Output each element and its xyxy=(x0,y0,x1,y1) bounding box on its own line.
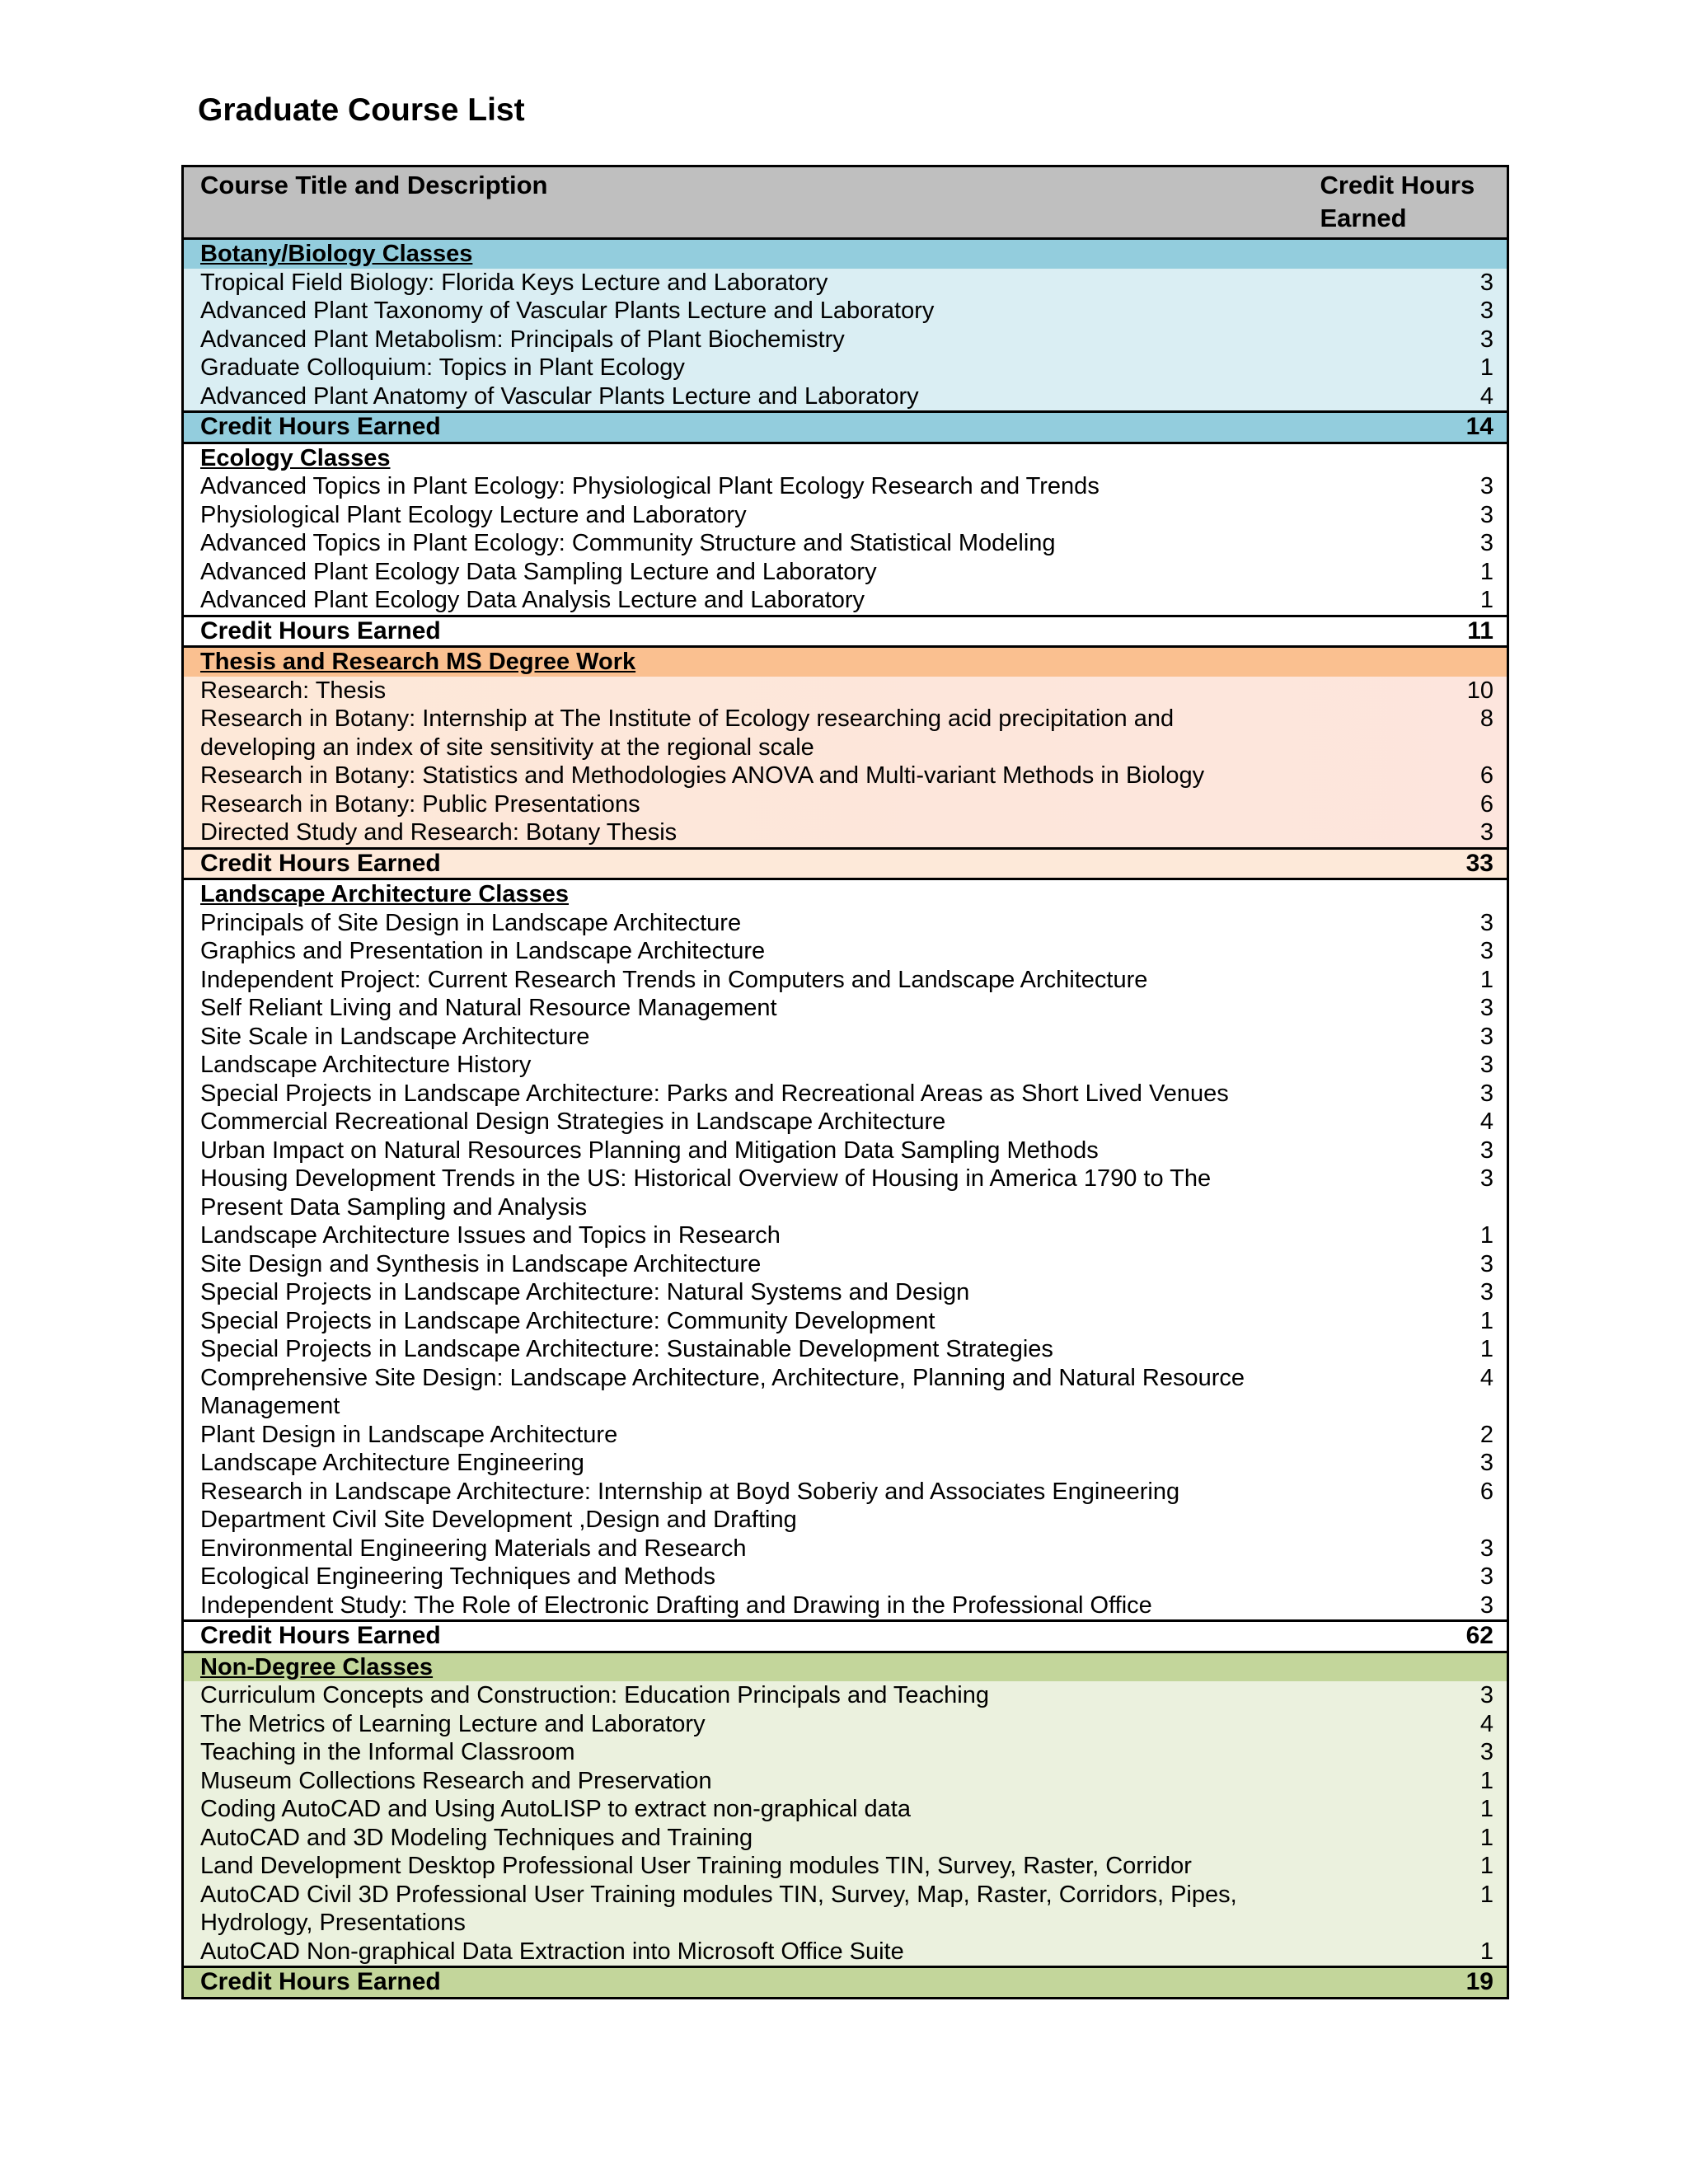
section-title-spacer xyxy=(1304,443,1508,472)
course-name: Directed Study and Research: Botany Thesis xyxy=(200,819,678,846)
course-credits: 3 xyxy=(1479,1682,1493,1708)
course-credits: 2 xyxy=(1479,1421,1493,1448)
course-credits: 6 xyxy=(1479,762,1493,789)
course-name: Coding AutoCAD and Using AutoLISP to extract non-graphical data xyxy=(200,1796,911,1822)
course-name: AutoCAD Civil 3D Professional User Training modules TIN, Survey, Map, Raster, Corridors, Pipes, Hydrology, Presentations xyxy=(200,1881,1237,1936)
course-credits: 3 xyxy=(1479,995,1493,1021)
course-table xyxy=(181,165,1509,1999)
section-total-value: 11 xyxy=(1467,616,1493,644)
section-title-spacer xyxy=(1304,1652,1508,1681)
course-name: Special Projects in Landscape Architecture: Natural Systems and Design xyxy=(200,1279,970,1305)
course-credits: 1 xyxy=(1479,1336,1493,1362)
table-row xyxy=(183,586,1508,616)
course-name: Advanced Plant Taxonomy of Vascular Plants Lecture and Laboratory xyxy=(200,298,935,324)
section-total-value: 14 xyxy=(1465,413,1493,440)
course-name: Research in Botany: Internship at The Institute of Ecology researching acid precipitation and developing an index of site sensitivity at the regional scale xyxy=(200,705,1175,761)
course-credits: 3 xyxy=(1479,1250,1493,1277)
table-row xyxy=(183,1710,1508,1739)
section-title-row xyxy=(183,1652,1508,1681)
section-total-label: Credit Hours Earned xyxy=(200,616,441,644)
section-title-spacer xyxy=(1304,239,1508,269)
course-name: Museum Collections Research and Preservation xyxy=(200,1767,712,1794)
course-credits: 4 xyxy=(1479,1364,1493,1391)
course-name: Housing Development Trends in the US: Historical Overview of Housing in America 1790 to The Present Data Sampling and Analysis xyxy=(200,1165,1212,1221)
section-total-row xyxy=(183,412,1508,443)
course-name: Site Design and Synthesis in Landscape Architecture xyxy=(200,1250,762,1277)
course-name: Independent Study: The Role of Electronic Drafting and Drawing in the Professional Office xyxy=(200,1591,1152,1619)
course-name: Advanced Topics in Plant Ecology: Physiological Plant Ecology Research and Trends xyxy=(200,473,1100,499)
table-row xyxy=(183,1824,1508,1853)
section-total-label: Credit Hours Earned xyxy=(200,849,441,877)
course-name: Curriculum Concepts and Construction: Education Principals and Teaching xyxy=(200,1682,989,1708)
course-name: Landscape Architecture Issues and Topics in Research xyxy=(200,1222,781,1249)
table-row xyxy=(183,1852,1508,1881)
course-credits: 1 xyxy=(1479,587,1493,613)
section-bot xyxy=(183,239,1508,443)
table-row xyxy=(183,677,1508,705)
course-credits: 1 xyxy=(1479,558,1493,585)
course-name: The Metrics of Learning Lecture and Laboratory xyxy=(200,1710,706,1737)
course-credits: 3 xyxy=(1479,819,1493,846)
section-total-row xyxy=(183,616,1508,647)
section-non xyxy=(183,1652,1508,1998)
table-row xyxy=(183,1478,1508,1535)
section-total-value: 62 xyxy=(1465,1622,1493,1649)
course-name: Advanced Plant Anatomy of Vascular Plants Lecture and Laboratory xyxy=(200,382,919,410)
course-credits: 3 xyxy=(1479,501,1493,528)
course-credits: 4 xyxy=(1479,1108,1493,1135)
course-credits: 3 xyxy=(1479,909,1493,936)
table-row xyxy=(183,1938,1508,1967)
course-credits: 3 xyxy=(1479,1165,1493,1192)
course-credits: 3 xyxy=(1479,298,1493,324)
course-name: Landscape Architecture Engineering xyxy=(200,1450,584,1476)
course-credits: 8 xyxy=(1479,705,1493,732)
table-row xyxy=(183,354,1508,382)
course-name: Advanced Plant Ecology Data Sampling Lecture and Laboratory xyxy=(200,558,877,585)
table-row xyxy=(183,1137,1508,1165)
course-name: AutoCAD and 3D Modeling Techniques and Training xyxy=(200,1824,753,1851)
course-credits: 3 xyxy=(1479,530,1493,556)
course-credits: 1 xyxy=(1479,1796,1493,1822)
course-name: Urban Impact on Natural Resources Planning and Mitigation Data Sampling Methods xyxy=(200,1137,1099,1164)
course-name: Land Development Desktop Professional User Training modules TIN, Survey, Raster, Corridor xyxy=(200,1853,1192,1879)
section-title-spacer xyxy=(1304,879,1508,909)
table-row xyxy=(183,1165,1508,1221)
table-row xyxy=(183,1221,1508,1250)
course-credits: 4 xyxy=(1479,382,1493,410)
column-header-credit-hours: Credit Hours Earned xyxy=(1320,171,1475,232)
course-name: Graduate Colloquium: Topics in Plant Ecology xyxy=(200,354,685,381)
section-title: Thesis and Research MS Degree Work xyxy=(200,649,636,675)
table-row xyxy=(183,1795,1508,1824)
section-title: Ecology Classes xyxy=(200,444,391,471)
table-row xyxy=(183,1108,1508,1137)
section-total-label: Credit Hours Earned xyxy=(200,1622,441,1649)
table-row xyxy=(183,1307,1508,1336)
section-title-row xyxy=(183,647,1508,677)
table-row xyxy=(183,966,1508,995)
table-row xyxy=(183,269,1508,298)
table-row xyxy=(183,937,1508,966)
table-row xyxy=(183,1335,1508,1364)
course-name: Environmental Engineering Materials and Research xyxy=(200,1535,747,1562)
section-total-row xyxy=(183,1621,1508,1652)
section-title: Landscape Architecture Classes xyxy=(200,881,570,907)
course-credits: 1 xyxy=(1479,354,1493,381)
course-credits: 3 xyxy=(1479,1279,1493,1305)
section-title: Botany/Biology Classes xyxy=(200,241,473,267)
table-row xyxy=(183,529,1508,558)
course-credits: 1 xyxy=(1479,1853,1493,1879)
course-name: Tropical Field Biology: Florida Keys Lecture and Laboratory xyxy=(200,269,828,296)
section-title: Non-Degree Classes xyxy=(200,1653,434,1680)
course-name: Advanced Topics in Plant Ecology: Community Structure and Statistical Modeling xyxy=(200,530,1056,556)
course-credits: 1 xyxy=(1479,1824,1493,1851)
course-name: Physiological Plant Ecology Lecture and Laboratory xyxy=(200,501,747,528)
table-row xyxy=(183,1881,1508,1938)
section-title-row xyxy=(183,239,1508,269)
course-name: Advanced Plant Ecology Data Analysis Lecture and Laboratory xyxy=(200,587,865,613)
course-credits: 3 xyxy=(1479,1023,1493,1050)
course-name: Research in Botany: Statistics and Methodologies ANOVA and Multi-variant Methods in Biology xyxy=(200,762,1205,789)
table-row xyxy=(183,909,1508,938)
course-name: Landscape Architecture History xyxy=(200,1052,532,1078)
table-header-row xyxy=(183,166,1508,239)
course-name: Plant Design in Landscape Architecture xyxy=(200,1421,618,1448)
course-credits: 3 xyxy=(1479,1137,1493,1164)
course-credits: 3 xyxy=(1479,1591,1493,1619)
course-name: Independent Project: Current Research Trends in Computers and Landscape Architecture xyxy=(200,966,1148,993)
course-name: Graphics and Presentation in Landscape Architecture xyxy=(200,938,766,964)
table-row xyxy=(183,297,1508,326)
course-name: Research in Landscape Architecture: Internship at Boyd Soberiy and Associates Engineering Department Civil Site Development ,Design and Drafting xyxy=(200,1478,1180,1533)
course-credits: 3 xyxy=(1479,938,1493,964)
table-row xyxy=(183,1080,1508,1108)
section-total-row xyxy=(183,848,1508,879)
table-row xyxy=(183,1767,1508,1796)
course-name: Teaching in the Informal Classroom xyxy=(200,1739,575,1765)
course-credits: 3 xyxy=(1479,1450,1493,1476)
table-row xyxy=(183,1449,1508,1478)
table-row xyxy=(183,818,1508,848)
course-credits: 6 xyxy=(1479,1478,1493,1505)
course-credits: 1 xyxy=(1479,1938,1493,1965)
section-total-row xyxy=(183,1967,1508,1999)
course-name: Principals of Site Design in Landscape Architecture xyxy=(200,909,742,936)
section-title-row xyxy=(183,879,1508,909)
course-credits: 3 xyxy=(1479,269,1493,296)
table-row xyxy=(183,1364,1508,1421)
table-row xyxy=(183,705,1508,762)
course-credits: 10 xyxy=(1466,677,1493,704)
page-title: Graduate Course List xyxy=(198,92,525,128)
course-credits: 1 xyxy=(1479,1307,1493,1334)
table-row xyxy=(183,1250,1508,1279)
column-header-title: Course Title and Description xyxy=(200,171,548,199)
table-row xyxy=(183,1535,1508,1563)
section-lan xyxy=(183,879,1508,1652)
table-row xyxy=(183,790,1508,819)
section-title-spacer xyxy=(1304,647,1508,677)
table-row xyxy=(183,762,1508,790)
section-eco xyxy=(183,443,1508,647)
course-name: Research in Botany: Public Presentations xyxy=(200,790,640,818)
course-credits: 1 xyxy=(1479,966,1493,993)
course-name: Special Projects in Landscape Architecture: Sustainable Development Strategies xyxy=(200,1336,1053,1362)
course-name: Self Reliant Living and Natural Resource Management xyxy=(200,995,777,1021)
course-name: Comprehensive Site Design: Landscape Architecture, Architecture, Planning and Natural Resource Management xyxy=(200,1364,1245,1419)
course-name: Ecological Engineering Techniques and Methods xyxy=(200,1563,716,1590)
course-name: AutoCAD Non-graphical Data Extraction into Microsoft Office Suite xyxy=(200,1938,904,1965)
section-total-value: 19 xyxy=(1465,1968,1493,1995)
course-credits: 3 xyxy=(1479,1535,1493,1562)
course-credits: 3 xyxy=(1479,473,1493,499)
section-the xyxy=(183,647,1508,879)
table-row xyxy=(183,1738,1508,1767)
table-row xyxy=(183,326,1508,354)
table-row xyxy=(183,1563,1508,1591)
table-row xyxy=(183,472,1508,501)
course-credits: 3 xyxy=(1479,1080,1493,1107)
table-row xyxy=(183,1023,1508,1052)
course-credits: 1 xyxy=(1479,1222,1493,1249)
course-name: Research: Thesis xyxy=(200,677,387,704)
section-total-label: Credit Hours Earned xyxy=(200,1968,441,1995)
course-credits: 1 xyxy=(1479,1881,1493,1908)
table-row xyxy=(183,558,1508,587)
course-name: Commercial Recreational Design Strategies in Landscape Architecture xyxy=(200,1108,946,1135)
table-row xyxy=(183,1278,1508,1307)
table-row xyxy=(183,501,1508,530)
table-row xyxy=(183,1421,1508,1450)
table-row xyxy=(183,1681,1508,1710)
course-name: Advanced Plant Metabolism: Principals of Plant Biochemistry xyxy=(200,326,845,353)
course-name: Special Projects in Landscape Architecture: Parks and Recreational Areas as Short Lived Venues xyxy=(200,1080,1229,1107)
table-row xyxy=(183,382,1508,412)
course-credits: 6 xyxy=(1479,790,1493,818)
section-total-value: 33 xyxy=(1465,849,1493,877)
table-row xyxy=(183,994,1508,1023)
course-credits: 3 xyxy=(1479,326,1493,353)
course-name: Site Scale in Landscape Architecture xyxy=(200,1023,590,1050)
course-credits: 3 xyxy=(1479,1052,1493,1078)
table-row xyxy=(183,1051,1508,1080)
section-total-label: Credit Hours Earned xyxy=(200,413,441,440)
course-credits: 4 xyxy=(1479,1710,1493,1737)
course-credits: 3 xyxy=(1479,1739,1493,1765)
course-credits: 3 xyxy=(1479,1563,1493,1590)
section-title-row xyxy=(183,443,1508,472)
course-name: Special Projects in Landscape Architecture: Community Development xyxy=(200,1307,935,1334)
table-row xyxy=(183,1591,1508,1621)
course-credits: 1 xyxy=(1479,1767,1493,1794)
